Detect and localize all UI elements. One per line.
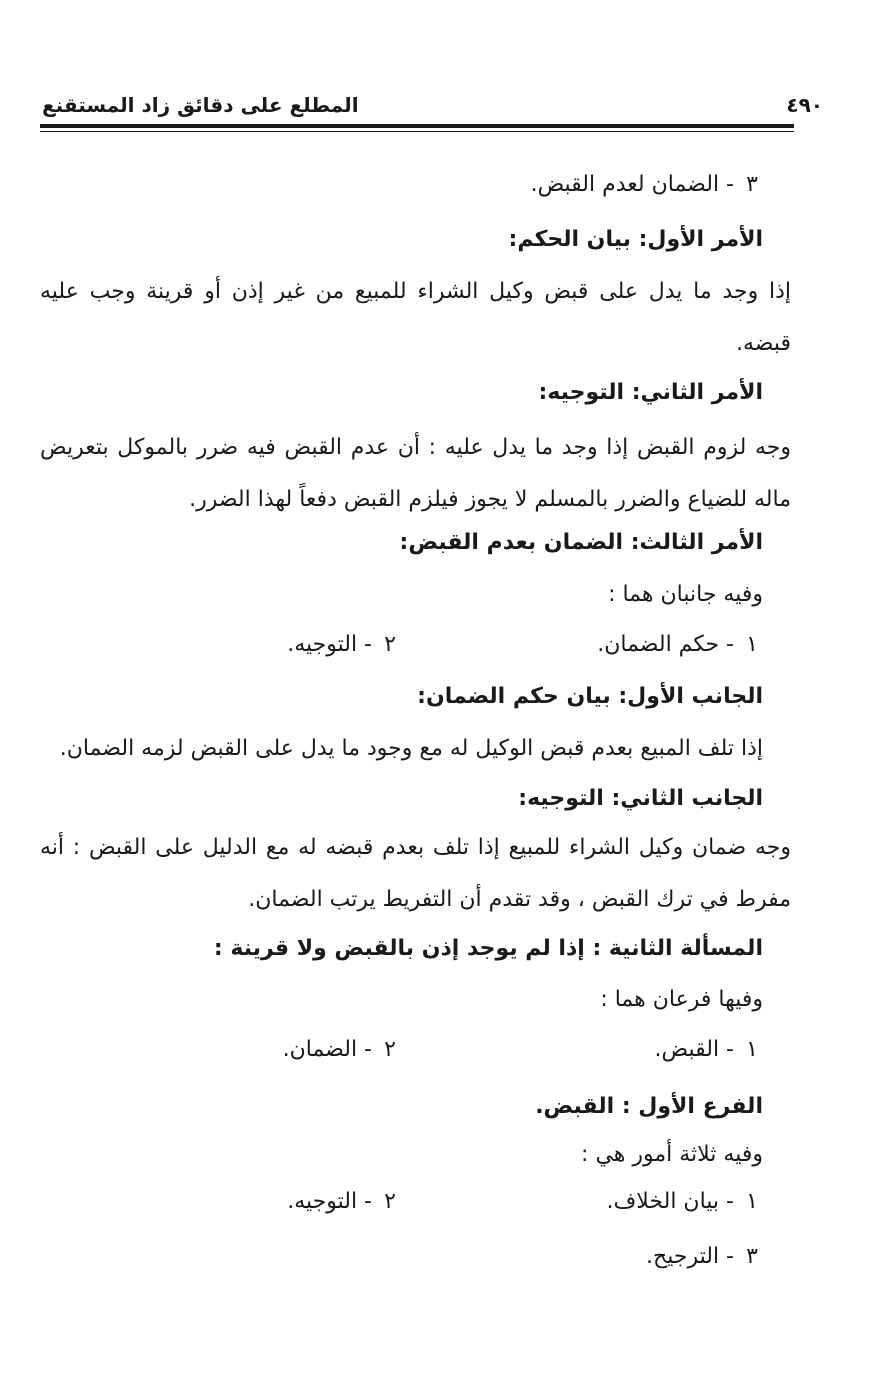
list-item: ١ - بيان الخلاف. xyxy=(606,1189,758,1214)
list-item: ٢ - التوجيه. xyxy=(287,632,396,657)
section-heading: الأمر الأول: بيان الحكم: xyxy=(508,227,763,252)
list-item: ٣ - الضمان لعدم القبض. xyxy=(530,172,758,197)
header-rule-thin xyxy=(40,131,794,132)
section-heading: الفرع الأول : القبض. xyxy=(535,1094,763,1119)
paragraph: إذا وجد ما يدل على قبض وكيل الشراء للمبيع من غير إذن أو قرينة وجب عليه قبضه. xyxy=(40,279,791,356)
page-number: ٤٩٠ xyxy=(786,93,823,117)
list-item: ٣ - الترجيح. xyxy=(646,1244,758,1269)
section-heading: الأمر الثاني: التوجيه: xyxy=(538,380,763,405)
list-item: ٢ - التوجيه. xyxy=(287,1189,396,1214)
section-heading: الجانب الأول: بيان حكم الضمان: xyxy=(417,684,763,709)
section-heading: المسألة الثانية : إذا لم يوجد إذن بالقبض ولا قرينة : xyxy=(213,936,763,961)
list-item: ١ - حكم الضمان. xyxy=(597,632,758,657)
header-rule-thick xyxy=(40,124,794,128)
list-item: ١ - القبض. xyxy=(654,1037,758,1062)
running-header-title: المطلع على دقائق زاد المستقنع xyxy=(42,93,359,117)
list-intro: وفيه جانبان هما : xyxy=(608,582,763,607)
section-heading: الأمر الثالث: الضمان بعدم القبض: xyxy=(399,530,763,555)
list-intro: وفيه ثلاثة أمور هي : xyxy=(581,1142,763,1167)
paragraph: إذا تلف المبيع بعدم قبض الوكيل له مع وجود ما يدل على القبض لزمه الضمان. xyxy=(59,736,763,761)
section-heading: الجانب الثاني: التوجيه: xyxy=(518,786,763,811)
list-intro: وفيها فرعان هما : xyxy=(600,987,763,1012)
paragraph: وجه ضمان وكيل الشراء للمبيع إذا تلف بعدم قبضه له مع الدليل على القبض : أنه مفرط في ترك القبض ، وقد تقدم أن التفريط يرتب الضمان. xyxy=(40,835,791,912)
paragraph: وجه لزوم القبض إذا وجد ما يدل عليه : أن عدم القبض فيه ضرر بالموكل بتعريض ماله للضياع والضرر بالمسلم لا يجوز فيلزم القبض دفعاً لهذا الضرر. xyxy=(40,435,791,512)
list-item: ٢ - الضمان. xyxy=(282,1037,396,1062)
